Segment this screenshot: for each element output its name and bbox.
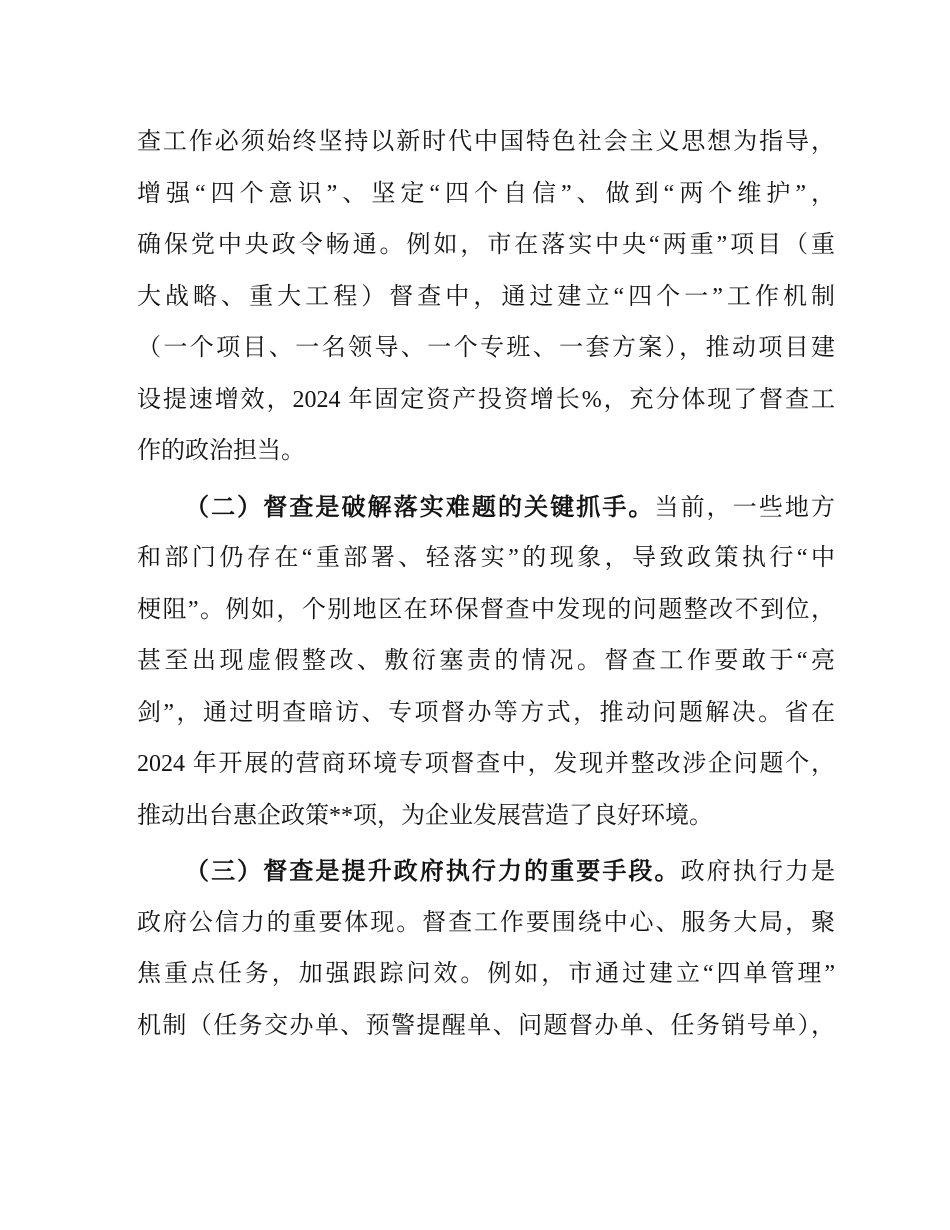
text-line [137,846,835,898]
text-run: 设提速增效，2024 年固定资产投资增长%，充分体现了督查工 [137,386,835,413]
text-run: 当前，一些地方 [654,494,835,521]
text-line [137,585,835,637]
text-run: 剑”，通过明查暗访、专项督办等方式，推动问题解决。省在 [137,699,835,726]
text-line [137,739,835,791]
text-run: 增强“四个意识”、坚定“四个自信”、做到“两个维护”， [137,180,835,207]
text-run: 和部门仍存在“重部署、轻落实”的现象，导致政策执行“中 [137,545,835,571]
text-run: 政府公信力的重要体现。督查工作要围绕中心、服务大局，聚 [137,909,835,936]
text-run: 推动出台惠企政策**项，为企业发展营造了良好环境。 [137,802,713,829]
text-line [137,426,835,478]
section-heading-run: （二）督查是破解落实难题的关键抓手。 [185,493,655,521]
text-run: 甚至出现虚假整改、敷衍塞责的情况。督查工作要敢于“亮 [137,648,835,674]
paragraph-continuation [137,117,835,478]
text-line [137,375,835,427]
text-line [137,117,835,169]
text-line [137,482,835,534]
text-line [137,169,835,221]
text-run: 查工作必须始终坚持以新时代中国特色社会主义思想为指导， [137,129,835,155]
text-line [137,898,835,950]
text-line [137,791,835,843]
text-run: 作的政治担当。 [137,438,305,464]
paragraph-item-2 [137,482,835,843]
text-line [137,533,835,585]
text-run: 2024 年开展的营商环境专项督查中，发现并整改涉企问题个， [137,751,835,777]
document-body [137,117,835,1052]
text-run: 大战略、重大工程）督查中，通过建立“四个一”工作机制 [137,283,835,310]
paragraph-item-3 [137,846,835,1052]
text-run: 机制（任务交办单、预警提醒单、问题督办单、任务销号单）， [137,1012,835,1039]
text-line [137,272,835,324]
text-run: （一个项目、一名领导、一个专班、一套方案），推动项目建 [137,335,835,361]
section-heading-run: （三）督查是提升政府执行力的重要手段。 [185,858,681,885]
text-line [137,636,835,688]
text-run: 焦重点任务，加强跟踪问效。例如，市通过建立“四单管理” [137,961,835,987]
text-run: 政府执行力是 [680,859,835,885]
text-run: 确保党中央政令畅通。例如，市在落实中央“两重”项目（重 [137,232,835,258]
text-line [137,323,835,375]
text-line [137,949,835,1001]
text-run: 梗阻”。例如，个别地区在环保督查中发现的问题整改不到位， [137,596,835,623]
text-line [137,688,835,740]
text-line [137,1001,835,1053]
text-line [137,220,835,272]
